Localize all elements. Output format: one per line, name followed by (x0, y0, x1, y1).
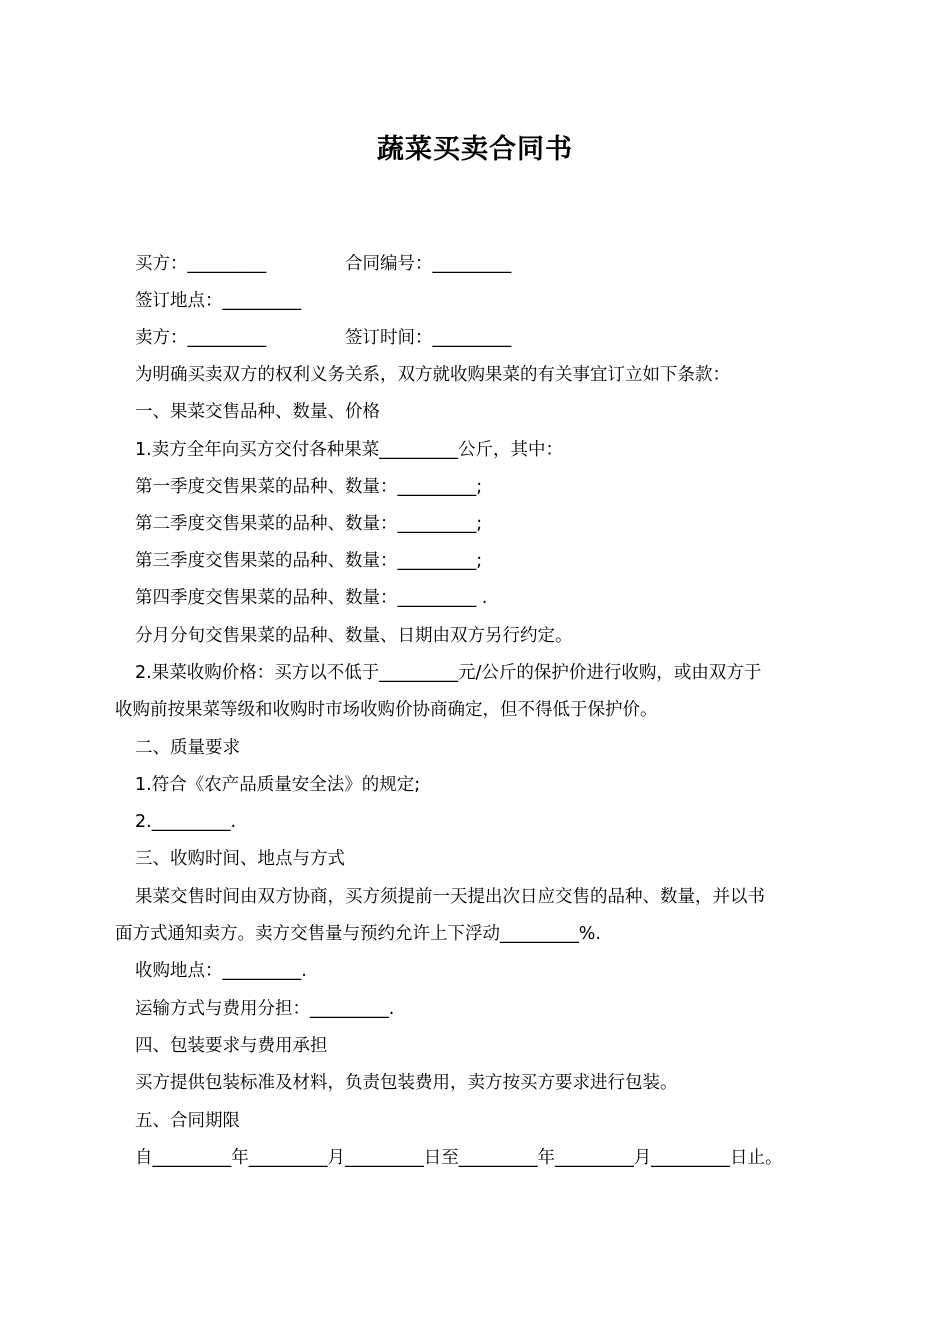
sign-place-field: 签订地点：_________ (135, 291, 302, 311)
section-1-heading: 一、果菜交售品种、数量、价格 (135, 402, 380, 422)
contract-period-line: 自_________年_________月_________日至_________年_________月_________日止。 (135, 1148, 783, 1168)
delivery-time-line-2: 面方式通知卖方。卖方交售量与预约允许上下浮动_________%. (115, 924, 601, 944)
transport-cost-line: 运输方式与费用分担：_________. (135, 999, 395, 1019)
quarter-1-line: 第一季度交售果菜的品种、数量：_________; (135, 477, 483, 497)
price-clause-line-1: 2.果菜收购价格：买方以不低于_________元/公斤的保护价进行收购，或由双方于 (135, 663, 762, 683)
section-1-item-1: 1.卖方全年向买方交付各种果菜_________公斤，其中： (135, 440, 563, 460)
monthly-arrangement-line: 分月分旬交售果菜的品种、数量、日期由双方另行约定。 (135, 626, 573, 646)
section-4-heading: 四、包装要求与费用承担 (135, 1036, 328, 1056)
section-3-heading: 三、收购时间、地点与方式 (135, 849, 345, 869)
contract-number-field: 合同编号：_________ (345, 254, 512, 274)
document-title: 蔬菜买卖合同书 (377, 134, 573, 165)
section-2-item-1: 1.符合《农产品质量安全法》的规定; (135, 775, 421, 795)
price-clause-line-2: 收购前按果菜等级和收购时市场收购价协商确定，但不得低于保护价。 (115, 700, 658, 720)
quarter-3-line: 第三季度交售果菜的品种、数量：_________; (135, 551, 483, 571)
intro-paragraph: 为明确买卖双方的权利义务关系，双方就收购果菜的有关事宜订立如下条款： (135, 365, 730, 385)
purchase-location-line: 收购地点：_________. (135, 961, 307, 981)
seller-field: 卖方：_________ (135, 328, 267, 348)
delivery-time-line-1: 果菜交售时间由双方协商，买方须提前一天提出次日应交售的品种、数量，并以书 (135, 887, 765, 907)
quarter-4-line: 第四季度交售果菜的品种、数量：_________ . (135, 588, 488, 608)
sign-time-field: 签订时间：_________ (345, 328, 512, 348)
section-2-item-2: 2._________. (135, 812, 237, 832)
section-2-heading: 二、质量要求 (135, 738, 240, 758)
packaging-line: 买方提供包装标准及材料，负责包装费用，卖方按买方要求进行包装。 (135, 1073, 678, 1093)
section-5-heading: 五、合同期限 (135, 1111, 240, 1131)
buyer-field: 买方：_________ (135, 254, 267, 274)
quarter-2-line: 第二季度交售果菜的品种、数量：_________; (135, 514, 483, 534)
